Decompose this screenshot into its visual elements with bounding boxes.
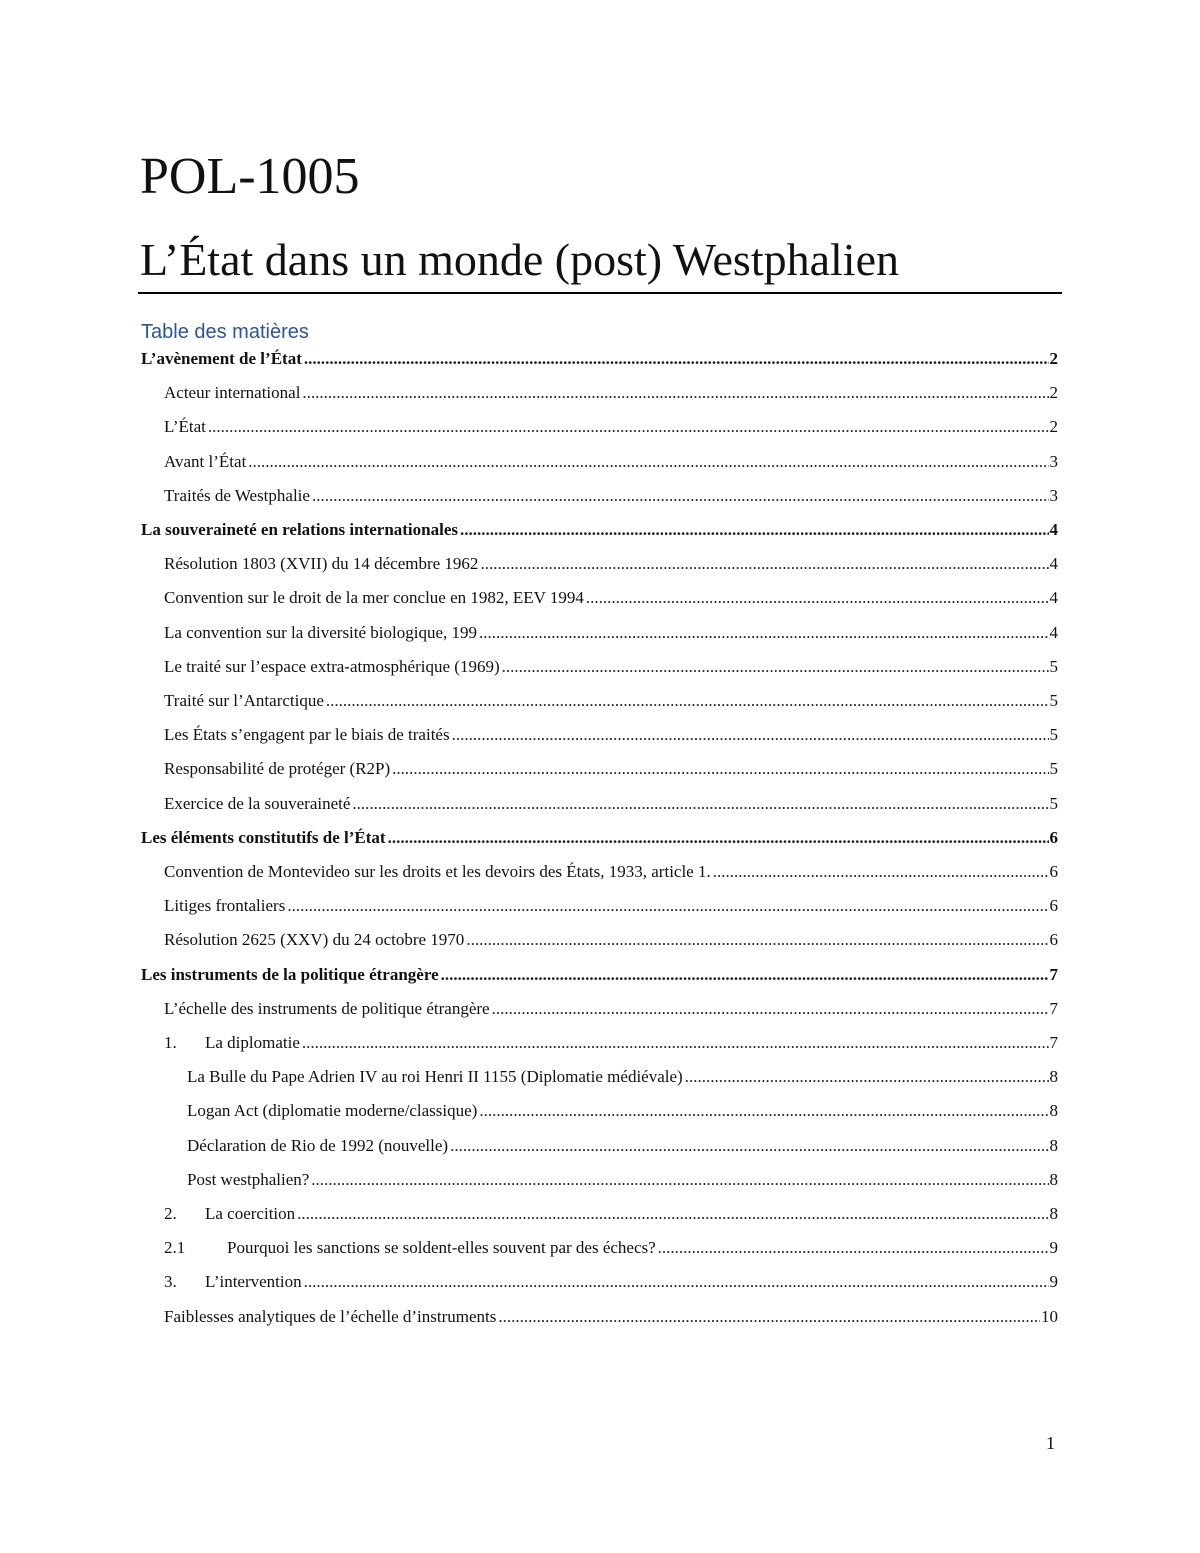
toc-entry-page: 3 [1049,451,1058,471]
toc-entry[interactable] [164,1237,1058,1259]
toc-entry-label: La souveraineté en relations internationales [141,520,458,539]
toc-entry[interactable] [141,348,1058,370]
toc-entry-label: Pourquoi les sanctions se soldent-elles souvent par des échecs? [227,1238,656,1258]
toc-dot-leader [460,519,1049,541]
toc-entry-label: Faiblesses analytiques de l’échelle d’instruments [164,1306,497,1326]
toc-dot-leader [713,861,1049,883]
toc-entry-page: 4 [1049,520,1058,539]
toc-entry-label: Résolution 2625 (XXV) du 24 octobre 1970 [164,930,465,950]
toc-entry-page: 5 [1049,793,1058,813]
toc-entry[interactable] [164,1306,1058,1328]
toc-entry-page: 9 [1049,1272,1058,1292]
toc-entry[interactable] [164,793,1058,815]
toc-entry-page: 3 [1049,485,1058,505]
toc-entry[interactable] [164,382,1058,404]
toc-entry[interactable] [164,998,1058,1020]
toc-entry-page: 8 [1049,1135,1058,1155]
toc-entry-page: 8 [1049,1169,1058,1189]
toc-dot-leader [586,587,1049,609]
toc-entry[interactable] [187,1169,1058,1191]
toc-entry[interactable] [187,1066,1058,1088]
toc-entry-page: 4 [1049,554,1058,574]
toc-entry[interactable] [164,690,1058,712]
toc-dot-leader [492,998,1049,1020]
toc-entry-page: 6 [1049,827,1058,847]
toc-entry[interactable] [164,485,1058,507]
toc-entry-label: Post westphalien? [187,1169,310,1189]
toc-entry[interactable] [141,964,1058,986]
toc-dot-leader [248,451,1048,473]
toc-entry[interactable] [164,895,1058,917]
toc-dot-leader [302,382,1048,404]
toc-dot-leader [441,964,1049,986]
toc-dot-leader [388,827,1049,849]
document-subtitle: L’État dans un monde (post) Westphalien [140,234,899,285]
document-title: POL-1005 [140,148,360,205]
toc-entry-label: La coercition [205,1204,296,1223]
toc-entry-number: 2.1 [164,1238,186,1258]
toc-entry[interactable] [164,1203,1058,1225]
toc-entry[interactable] [164,587,1058,609]
toc-entry-number: 2. [164,1204,177,1223]
toc-entry[interactable] [164,1032,1058,1054]
toc-entry-label: Convention sur le droit de la mer conclue en 1982, EEV 1994 [164,588,584,608]
toc-entry-page: 2 [1049,417,1058,437]
toc-entry[interactable] [164,416,1058,438]
toc-entry-page: 6 [1049,862,1058,881]
toc-entry-label: Convention de Montevideo sur les droits et les devoirs des États, 1933, article 1. [164,862,711,881]
toc-entry[interactable] [164,861,1058,883]
toc-entry-page: 2 [1049,349,1058,368]
toc-entry-label: Acteur international [164,383,301,403]
toc-dot-leader [326,690,1049,712]
toc-entry-label: Déclaration de Rio de 1992 (nouvelle) [187,1135,449,1155]
toc-entry-label: Traités de Westphalie [164,485,310,505]
toc-dot-leader [352,793,1048,815]
toc-entry-page: 6 [1049,896,1058,916]
toc-entry-label: Les États s’engagent par le biais de traités [164,725,450,745]
page-number: 1 [1046,1433,1055,1453]
toc-entry[interactable] [164,553,1058,575]
toc-entry-label: L’échelle des instruments de politique étrangère [164,998,490,1018]
toc-entry-page: 6 [1049,930,1058,950]
toc-entry-label: L’intervention [205,1272,302,1292]
toc-dot-leader [392,758,1048,780]
toc-entry-label: L’État [164,417,206,437]
toc-dot-leader [208,416,1049,438]
toc-entry-page: 8 [1049,1067,1058,1087]
toc-entry[interactable] [141,519,1058,541]
toc-dot-leader [479,1100,1048,1122]
toc-dot-leader [498,1306,1040,1328]
toc-entry[interactable] [164,622,1058,644]
toc-entry-label: La Bulle du Pape Adrien IV au roi Henri II 1155 (Diplomatie médiévale) [187,1067,683,1087]
toc-dot-leader [479,622,1048,644]
toc-dot-leader [311,1169,1048,1191]
toc-entry-label: Logan Act (diplomatie moderne/classique) [187,1101,478,1121]
toc-entry-number: 3. [164,1272,177,1292]
toc-entry-page: 2 [1049,383,1058,403]
toc-entry-label: Exercice de la souveraineté [164,793,351,813]
toc-dot-leader [312,485,1049,507]
toc-entry-page: 8 [1049,1101,1058,1121]
toc-dot-leader [287,895,1048,917]
toc-entry-label: La diplomatie [205,1033,300,1052]
toc-dot-leader [302,1032,1049,1054]
toc-entry-page: 5 [1049,656,1058,676]
toc-entry-label: Le traité sur l’espace extra-atmosphérique (1969) [164,656,500,676]
toc-entry-page: 7 [1049,964,1058,984]
toc-entry[interactable] [164,929,1058,951]
toc-heading: Table des matières [141,321,309,343]
toc-dot-leader [297,1203,1048,1225]
toc-entry-page: 5 [1049,691,1058,710]
toc-entry-label: L’avènement de l’État [141,349,302,368]
toc-entry[interactable] [164,1271,1058,1293]
toc-entry[interactable] [187,1135,1058,1157]
toc-entry-label: Les instruments de la politique étrangère [141,964,439,984]
toc-entry-page: 10 [1041,1306,1058,1326]
toc-entry-label: La convention sur la diversité biologique, 199 [164,622,478,642]
toc-dot-leader [450,1135,1048,1157]
toc-entry-label: Litiges frontaliers [164,896,286,916]
toc-entry-page: 4 [1049,622,1058,642]
toc-entry-page: 5 [1049,759,1058,779]
toc-entry-label: Avant l’État [164,451,247,471]
toc-dot-leader [480,553,1048,575]
toc-entry-label: Responsabilité de protéger (R2P) [164,759,391,779]
toc-entry-page: 8 [1049,1204,1058,1223]
toc-dot-leader [452,724,1049,746]
toc-entry[interactable] [164,656,1058,678]
toc-dot-leader [502,656,1049,678]
toc-entry-page: 4 [1049,588,1058,608]
toc-entry-page: 7 [1049,1033,1058,1052]
toc-entry[interactable] [141,827,1058,849]
toc-dot-leader [466,929,1048,951]
toc-entry-number: 1. [164,1033,177,1052]
toc-dot-leader [304,1271,1049,1293]
toc-dot-leader [304,348,1049,370]
toc-entry-label: Les éléments constitutifs de l’État [141,827,386,847]
toc-entry[interactable] [164,758,1058,780]
toc-entry[interactable] [164,724,1058,746]
toc-entry-label: Résolution 1803 (XVII) du 14 décembre 1962 [164,554,479,574]
toc-dot-leader [685,1066,1049,1088]
toc-entry-page: 9 [1049,1238,1058,1258]
toc-dot-leader [658,1237,1049,1259]
toc-entry-page: 5 [1049,725,1058,745]
toc-entry-page: 7 [1049,998,1058,1018]
toc-entry[interactable] [164,451,1058,473]
toc-entry-label: Traité sur l’Antarctique [164,691,324,710]
toc-entry[interactable] [187,1100,1058,1122]
